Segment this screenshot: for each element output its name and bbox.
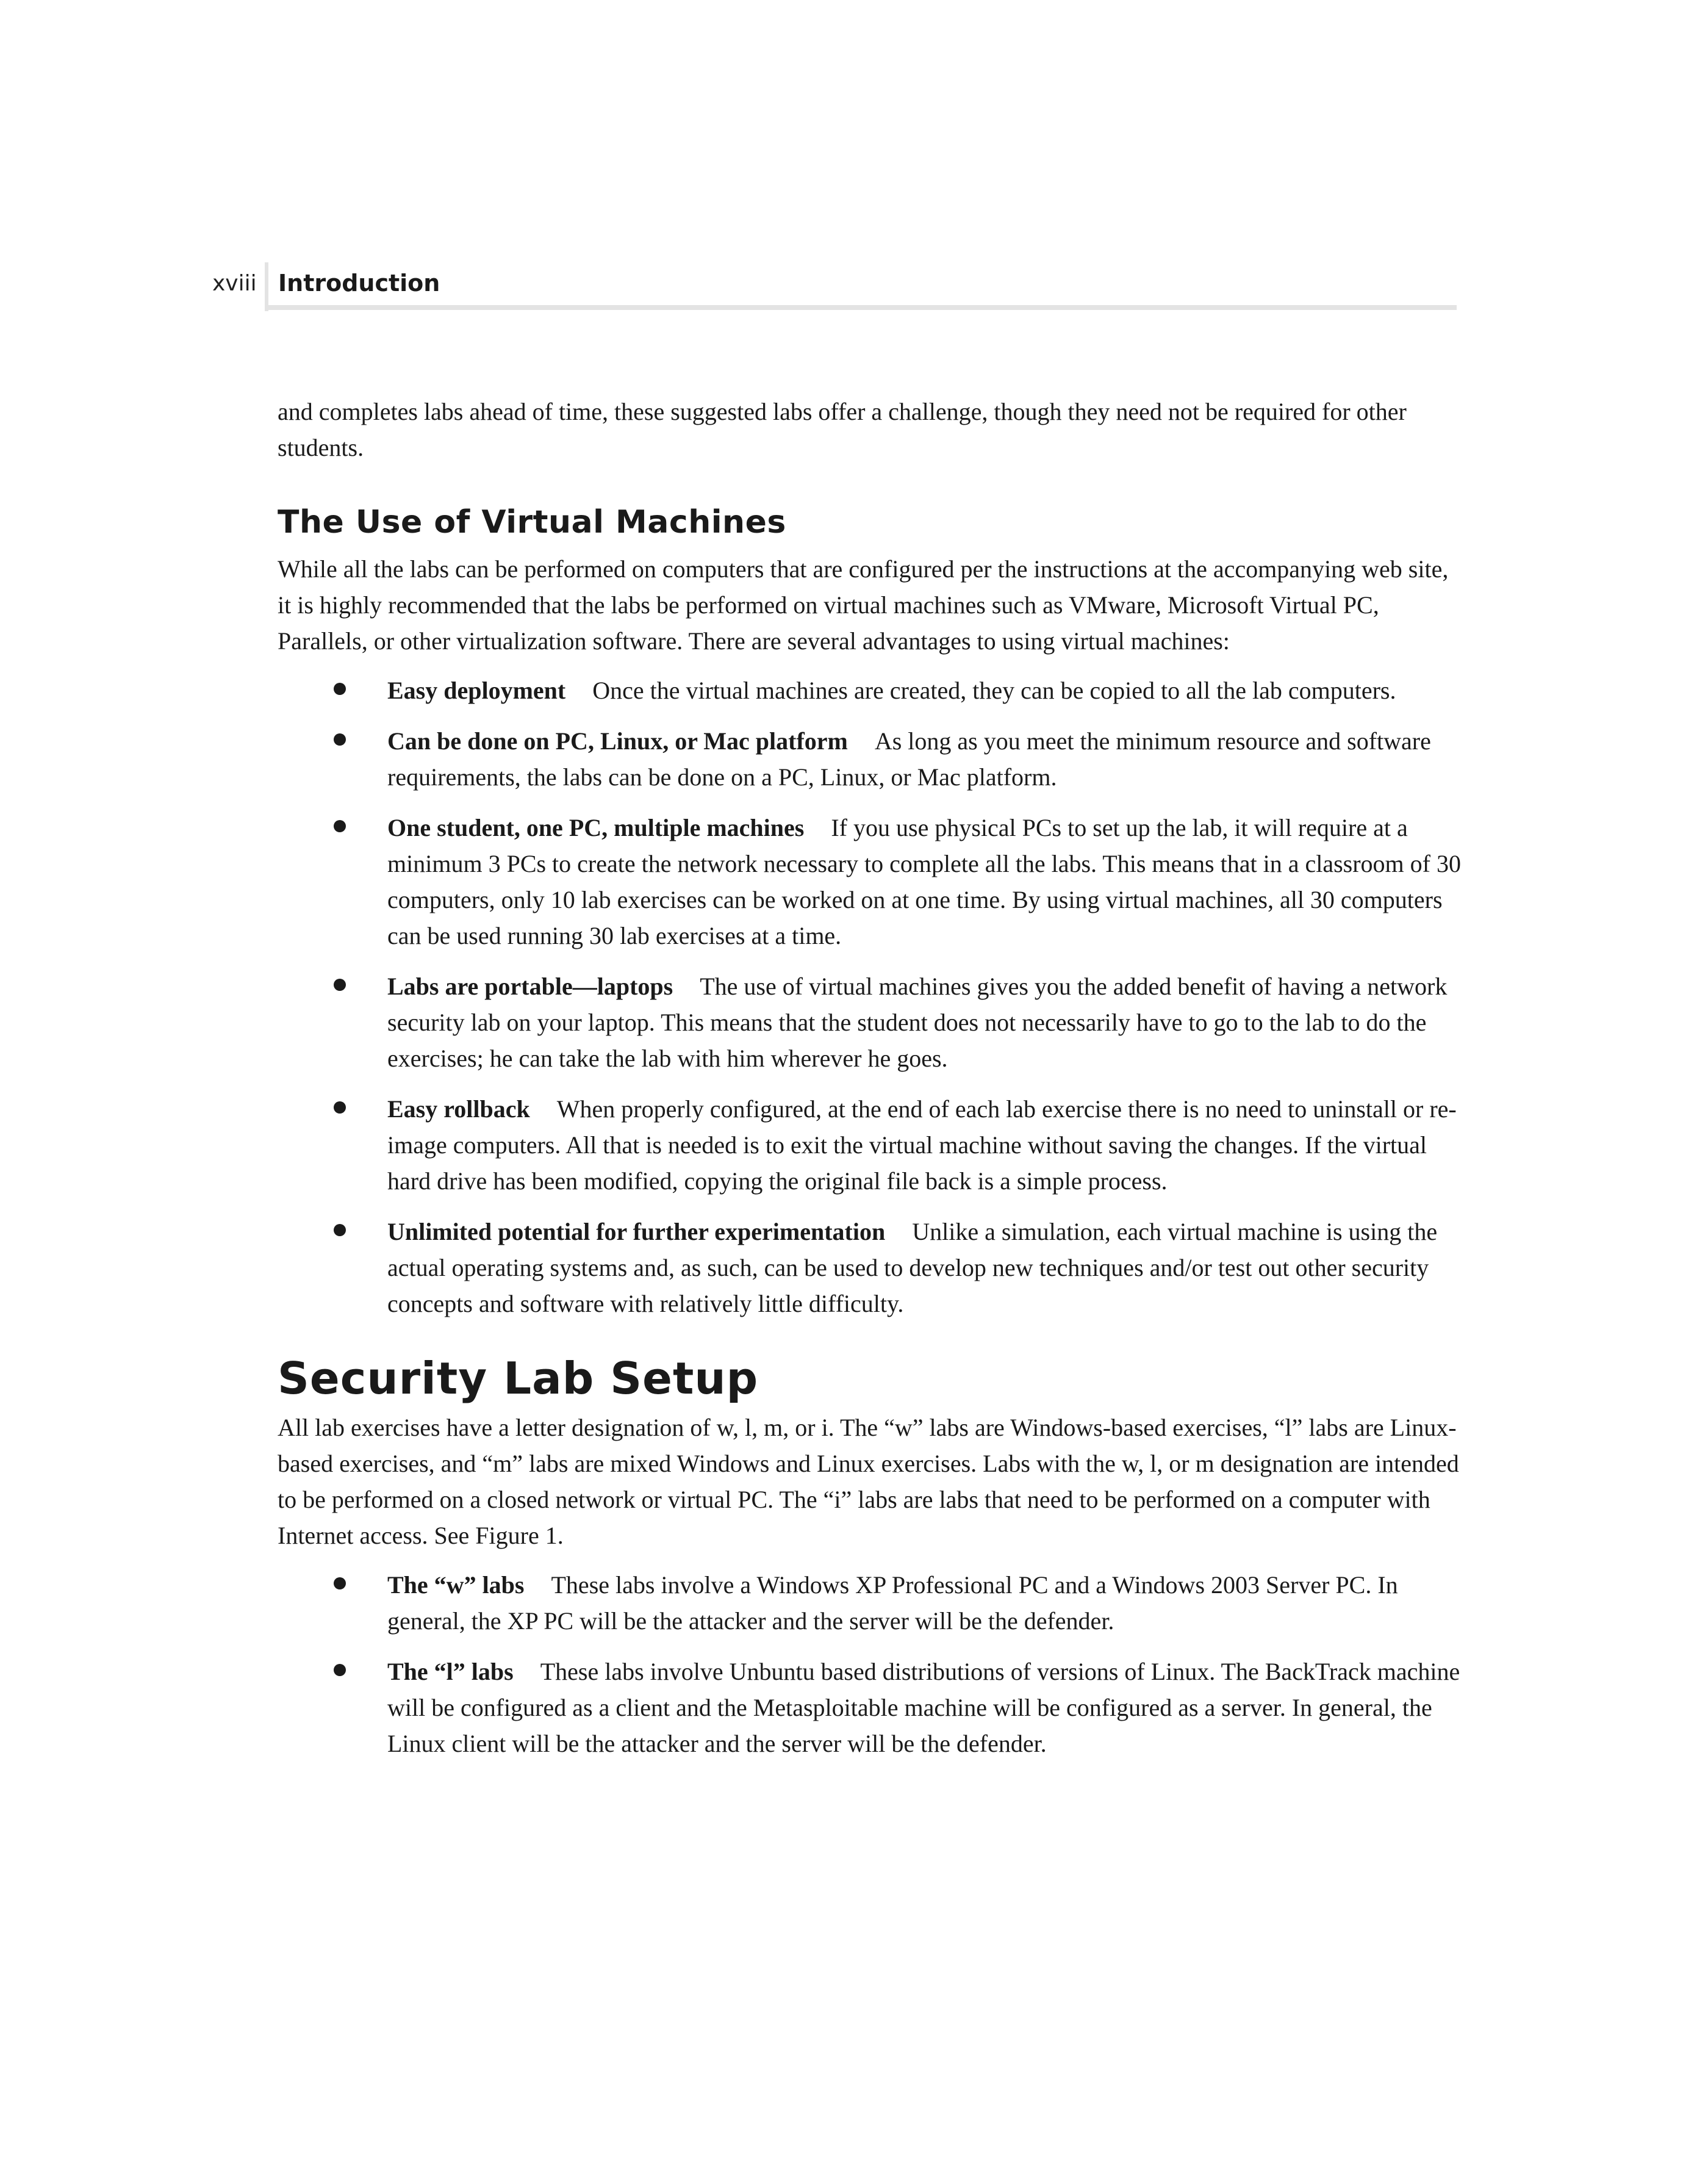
list-item-text: Once the virtual machines are created, they can be copied to all the lab computers. [592,677,1396,704]
list-item [278,1214,1464,1322]
list-item-term: The “w” labs [387,1571,525,1599]
continued-paragraph: and completes labs ahead of time, these suggested labs offer a challenge, though they need not be required for other students. [278,398,1407,461]
list-item-term: Easy deployment [387,677,566,704]
list-item-term: Unlimited potential for further experimentation [387,1218,886,1245]
bullet-icon [334,1101,346,1114]
body-text-column [278,394,1464,1776]
list-item [278,810,1464,954]
list-item [278,1567,1464,1639]
list-item-term: One student, one PC, multiple machines [387,814,805,841]
section-heading-security-lab-setup: Security Lab Setup [278,1353,759,1404]
lab-designation-list [278,1567,1464,1762]
list-item-term: The “l” labs [387,1658,514,1685]
section-heading-virtual-machines: The Use of Virtual Machines [278,504,786,541]
bullet-icon [334,683,346,695]
list-item-term: Easy rollback [387,1095,530,1123]
bullet-icon [334,1224,346,1236]
list-item [278,1091,1464,1199]
header-vertical-rule [265,262,268,311]
header-horizontal-rule [265,305,1457,310]
list-item-term: Labs are portable—laptops [387,973,673,1000]
page-number: xviii [212,271,257,296]
lab-setup-intro: All lab exercises have a letter designation of w, l, m, or i. The “w” labs are Windows-based exercises, “l” labs are Linux-based exercises, and “m” labs are mixed Windows and Linux exercises. Labs with the w, l, or m designation are intended to be performed on a closed network or virtual PC. The “i” labs are labs that need to be performed on a computer with Internet access. See Figure 1. [278,1414,1459,1549]
list-item [278,723,1464,795]
running-header-title: Introduction [278,270,440,297]
bullet-icon [334,1577,346,1589]
bullet-icon [334,979,346,991]
list-item [278,968,1464,1076]
list-item-text: These labs involve a Windows XP Professional PC and a Windows 2003 Server PC. In general, the XP PC will be the attacker and the server will be the defender. [387,1571,1398,1635]
list-item-text: When properly configured, at the end of each lab exercise there is no need to uninstall or re-image computers. All that is needed is to exit the virtual machine without saving the changes. If the virtual hard drive has been modified, copying the original file back is a simple process. [387,1095,1457,1195]
running-header [212,262,1457,311]
bullet-icon [334,1664,346,1676]
list-item-text: Unlike a simulation, each virtual machine is using the actual operating systems and, as such, can be used to develop new techniques and/or test out other security concepts and software with relatively little difficulty. [387,1218,1438,1317]
virtual-machine-advantages-list [278,672,1464,1322]
list-item-text: If you use physical PCs to set up the lab, it will require at a minimum 3 PCs to create the network necessary to complete all the labs. This means that in a classroom of 30 computers, only 10 lab exercises can be worked on at one time. By using virtual machines, all 30 computers can be used running 30 lab exercises at a time. [387,814,1461,949]
bullet-icon [334,733,346,746]
bullet-icon [334,820,346,832]
list-item [278,1654,1464,1762]
list-item-term: Can be done on PC, Linux, or Mac platform [387,727,848,755]
virtual-machines-intro: While all the labs can be performed on computers that are configured per the instructions at the accompanying web site, it is highly recommended that the labs be performed on virtual machines such as VMware, Microsoft Virtual PC, Parallels, or other virtualization software. There are several advantages to using virtual machines: [278,555,1449,655]
list-item-text: As long as you meet the minimum resource and software requirements, the labs can be done on a PC, Linux, or Mac platform. [387,727,1431,791]
list-item-text: These labs involve Unbuntu based distributions of versions of Linux. The BackTrack machine will be configured as a client and the Metasploitable machine will be configured as a server. In general, the Linux client will be the attacker and the server will be the defender. [387,1658,1460,1757]
list-item [278,672,1464,708]
list-item-text: The use of virtual machines gives you the added benefit of having a network security lab on your laptop. This means that the student does not necessarily have to go to the lab to do the exercises; he can take the lab with him wherever he goes. [387,973,1448,1072]
